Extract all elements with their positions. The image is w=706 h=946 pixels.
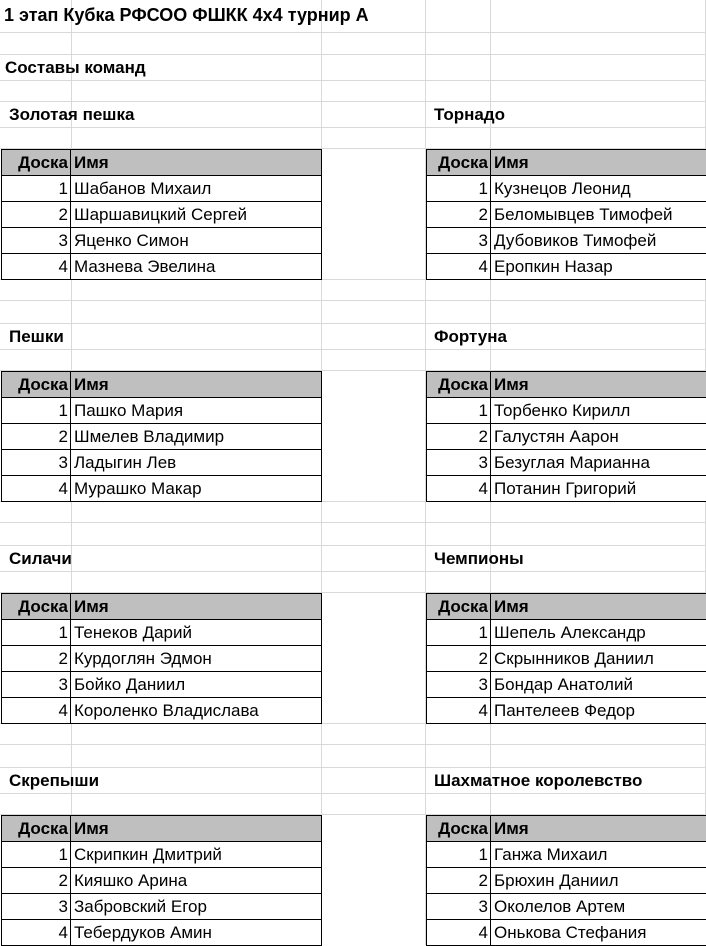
board-number-cell[interactable]: 3: [427, 450, 491, 476]
table-row: [2, 698, 322, 724]
table-header-row: [2, 594, 322, 620]
player-name-cell[interactable]: Торбенко Кирилл: [491, 398, 706, 424]
table-row: [427, 176, 706, 202]
board-column-header[interactable]: Доска: [427, 816, 491, 842]
player-name-cell[interactable]: Еропкин Назар: [491, 254, 706, 280]
board-number-cell[interactable]: 2: [2, 868, 71, 894]
board-column-header[interactable]: Доска: [2, 372, 71, 398]
name-column-header[interactable]: Имя: [491, 594, 706, 620]
team-roster-table: [426, 593, 706, 724]
section-heading-team-rosters[interactable]: Составы команд: [5, 58, 146, 78]
name-column-header[interactable]: Имя: [71, 372, 322, 398]
table-row: [2, 620, 322, 646]
grid-row-line: [0, 54, 706, 55]
board-number-cell[interactable]: 1: [2, 176, 71, 202]
grid-row-line: [0, 545, 706, 546]
table-row: [2, 646, 322, 672]
player-name-cell[interactable]: Яценко Симон: [71, 228, 322, 254]
board-number-cell[interactable]: 4: [427, 920, 491, 946]
board-column-header[interactable]: Доска: [2, 594, 71, 620]
grid-row-line: [0, 744, 706, 745]
board-column-header[interactable]: Доска: [427, 594, 491, 620]
grid-row-line: [0, 127, 706, 128]
board-number-cell[interactable]: 1: [427, 620, 491, 646]
board-number-cell[interactable]: 4: [2, 698, 71, 724]
table-header-row: [427, 372, 706, 398]
player-name-cell[interactable]: Шабанов Михаил: [71, 176, 322, 202]
table-row: [2, 254, 322, 280]
table-row: [427, 398, 706, 424]
player-name-cell[interactable]: Забровский Егор: [71, 894, 322, 920]
table-row: [427, 920, 706, 946]
grid-row-line: [0, 793, 706, 794]
player-name-cell[interactable]: Шепель Александр: [491, 620, 706, 646]
table-header-row: [427, 594, 706, 620]
board-number-cell[interactable]: 1: [2, 620, 71, 646]
board-number-cell[interactable]: 1: [2, 398, 71, 424]
table-row: [2, 672, 322, 698]
player-name-cell[interactable]: Пашко Мария: [71, 398, 322, 424]
team-roster-table: [426, 815, 706, 946]
board-number-cell[interactable]: 4: [2, 920, 71, 946]
table-row: [427, 620, 706, 646]
table-header-row: [2, 150, 322, 176]
board-number-cell[interactable]: 1: [427, 176, 491, 202]
team-name[interactable]: Золотая пешка: [9, 105, 134, 125]
team-name[interactable]: Фортуна: [434, 327, 507, 347]
player-name-cell[interactable]: Скрынников Даниил: [491, 646, 706, 672]
table-row: [427, 868, 706, 894]
table-header-row: [2, 372, 322, 398]
player-name-cell[interactable]: Кияшко Арина: [71, 868, 322, 894]
table-row: [2, 894, 322, 920]
grid-row-line: [0, 349, 706, 350]
board-number-cell[interactable]: 1: [427, 398, 491, 424]
board-number-cell[interactable]: 3: [427, 228, 491, 254]
player-name-cell[interactable]: Ладыгин Лев: [71, 450, 322, 476]
grid-row-line: [0, 32, 706, 33]
team-roster-table: [1, 149, 322, 280]
table-row: [2, 424, 322, 450]
table-row: [427, 424, 706, 450]
player-name-cell[interactable]: Брюхин Даниил: [491, 868, 706, 894]
board-number-cell[interactable]: 4: [2, 254, 71, 280]
player-name-cell[interactable]: Мазнева Эвелина: [71, 254, 322, 280]
table-header-row: [2, 816, 322, 842]
grid-row-line: [0, 767, 706, 768]
board-number-cell[interactable]: 3: [2, 450, 71, 476]
board-number-cell[interactable]: 4: [427, 698, 491, 724]
table-row: [2, 228, 322, 254]
table-row: [427, 646, 706, 672]
player-name-cell[interactable]: Курдоглян Эдмон: [71, 646, 322, 672]
table-row: [2, 202, 322, 228]
board-number-cell[interactable]: 2: [427, 868, 491, 894]
grid-row-line: [0, 323, 706, 324]
grid-row-line: [0, 571, 706, 572]
board-column-header[interactable]: Доска: [427, 150, 491, 176]
team-name[interactable]: Чемпионы: [434, 549, 524, 569]
table-header-row: [427, 150, 706, 176]
table-row: [427, 842, 706, 868]
board-number-cell[interactable]: 3: [2, 228, 71, 254]
grid-row-line: [0, 101, 706, 102]
board-number-cell[interactable]: 3: [2, 672, 71, 698]
team-name[interactable]: Торнадо: [434, 105, 505, 125]
name-column-header[interactable]: Имя: [71, 816, 322, 842]
table-row: [427, 672, 706, 698]
table-row: [2, 176, 322, 202]
name-column-header[interactable]: Имя: [491, 150, 706, 176]
name-column-header[interactable]: Имя: [71, 150, 322, 176]
table-row: [427, 894, 706, 920]
grid-row-line: [0, 522, 706, 523]
team-name[interactable]: Силачи: [9, 549, 72, 569]
name-column-header[interactable]: Имя: [491, 816, 706, 842]
team-name[interactable]: Скрепыши: [9, 771, 99, 791]
table-row: [427, 476, 706, 502]
board-number-cell[interactable]: 3: [427, 894, 491, 920]
board-number-cell[interactable]: 4: [2, 476, 71, 502]
sheet-title[interactable]: 1 этап Кубка РФСОО ФШКК 4х4 турнир А: [4, 5, 369, 26]
player-name-cell[interactable]: Онькова Стефания: [491, 920, 706, 946]
board-number-cell[interactable]: 4: [427, 254, 491, 280]
player-name-cell[interactable]: Галустян Аарон: [491, 424, 706, 450]
player-name-cell[interactable]: Потанин Григорий: [491, 476, 706, 502]
table-row: [427, 698, 706, 724]
player-name-cell[interactable]: Мурашко Макар: [71, 476, 322, 502]
player-name-cell[interactable]: Бондар Анатолий: [491, 672, 706, 698]
board-number-cell[interactable]: 2: [2, 424, 71, 450]
player-name-cell[interactable]: Бойко Даниил: [71, 672, 322, 698]
board-column-header[interactable]: Доска: [427, 372, 491, 398]
table-row: [2, 920, 322, 946]
name-column-header[interactable]: Имя: [71, 594, 322, 620]
board-column-header[interactable]: Доска: [2, 816, 71, 842]
player-name-cell[interactable]: Шаршавицкий Сергей: [71, 202, 322, 228]
player-name-cell[interactable]: Короленко Владислава: [71, 698, 322, 724]
board-number-cell[interactable]: 2: [427, 646, 491, 672]
player-name-cell[interactable]: Кузнецов Леонид: [491, 176, 706, 202]
player-name-cell[interactable]: Безуглая Марианна: [491, 450, 706, 476]
team-name[interactable]: Пешки: [9, 327, 64, 347]
board-number-cell[interactable]: 2: [2, 202, 71, 228]
table-row: [2, 476, 322, 502]
team-name[interactable]: Шахматное королевство: [434, 771, 642, 791]
board-number-cell[interactable]: 2: [427, 424, 491, 450]
table-row: [2, 842, 322, 868]
table-row: [2, 398, 322, 424]
table-row: [427, 254, 706, 280]
table-row: [427, 450, 706, 476]
grid-row-line: [0, 80, 706, 81]
grid-row-line: [0, 300, 706, 301]
player-name-cell[interactable]: Беломывцев Тимофей: [491, 202, 706, 228]
player-name-cell[interactable]: Скрипкин Дмитрий: [71, 842, 322, 868]
board-number-cell[interactable]: 1: [2, 842, 71, 868]
player-name-cell[interactable]: Шмелев Владимир: [71, 424, 322, 450]
player-name-cell[interactable]: Пантелеев Федор: [491, 698, 706, 724]
table-row: [427, 202, 706, 228]
table-row: [2, 868, 322, 894]
board-number-cell[interactable]: 2: [2, 646, 71, 672]
player-name-cell[interactable]: Ганжа Михаил: [491, 842, 706, 868]
team-roster-table: [1, 593, 322, 724]
team-roster-table: [1, 815, 322, 946]
board-column-header[interactable]: Доска: [2, 150, 71, 176]
board-number-cell[interactable]: 4: [427, 476, 491, 502]
player-name-cell[interactable]: Тебердуков Амин: [71, 920, 322, 946]
team-roster-table: [426, 149, 706, 280]
player-name-cell[interactable]: Околелов Артем: [491, 894, 706, 920]
board-number-cell[interactable]: 3: [2, 894, 71, 920]
player-name-cell[interactable]: Тенеков Дарий: [71, 620, 322, 646]
table-row: [2, 450, 322, 476]
board-number-cell[interactable]: 2: [427, 202, 491, 228]
table-header-row: [427, 816, 706, 842]
board-number-cell[interactable]: 3: [427, 672, 491, 698]
board-number-cell[interactable]: 1: [427, 842, 491, 868]
team-roster-table: [426, 371, 706, 502]
table-row: [427, 228, 706, 254]
team-roster-table: [1, 371, 322, 502]
name-column-header[interactable]: Имя: [491, 372, 706, 398]
player-name-cell[interactable]: Дубовиков Тимофей: [491, 228, 706, 254]
